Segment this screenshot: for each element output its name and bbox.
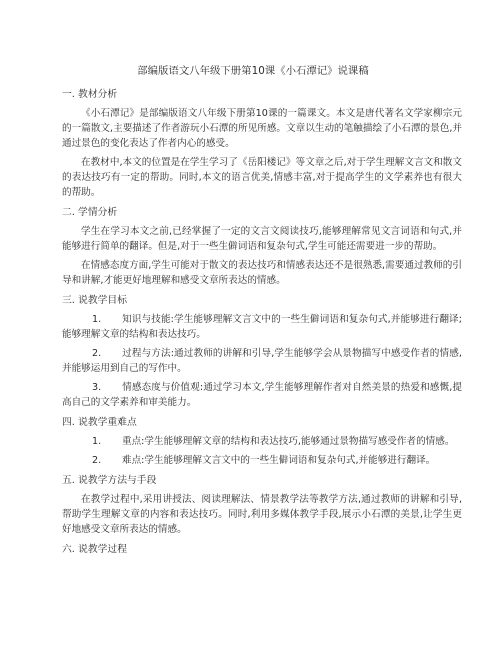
- paragraph: 在情感态度方面,学生可能对于散文的表达技巧和情感表达还不是很熟悉,需要通过教师的引导和讲解,才能更好地理解和感受文章所表达的情感。: [62, 260, 462, 286]
- paragraph: 在教材中,本文的位置是在学生学习了《岳阳楼记》等文章之后,对于学生理解文言文和散文的表达技巧有一定的帮助。同时,本文的语言优美,情感丰富,对于提高学生的文学素养也有很大的帮助。: [62, 157, 462, 198]
- paragraph: 《小石潭记》是部编版语文八年级下册第10课的一篇课文。本文是唐代著名文学家柳宗元的一篇散文,主要描述了作者游玩小石潭的所见所感。文章以生动的笔触描绘了小石潭的景色,并通过景色的变化表达了作者内心的感受。: [62, 108, 462, 149]
- item-number: 1.: [92, 436, 102, 447]
- section-heading: 三. 说教学目标: [62, 295, 128, 306]
- item-text: 过程与方法:通过教师的讲解和引导,学生能够学会从景物描写中感受作者的情感,并能够运用到自己的写作中。: [62, 348, 462, 374]
- item-text: 情感态度与价值观:通过学习本文,学生能够理解作者对自然美景的热爱和感慨,提高自己的文学素养和审美能力。: [62, 382, 462, 408]
- section-key-points: [62, 415, 462, 468]
- item-number: 2.: [92, 348, 102, 359]
- section-heading: 六. 说教学过程: [62, 544, 128, 555]
- paragraph: 学生在学习本文之前,已经掌握了一定的文言文阅读技巧,能够理解常见文言词语和句式,并能够进行简单的翻译。但是,对于一些生僻词语和复杂句式,学生可能还需要进一步的帮助。: [62, 226, 462, 252]
- list-item: [62, 434, 462, 449]
- section-heading: 四. 说教学重难点: [62, 417, 137, 428]
- section-heading: 一. 教材分析: [62, 89, 118, 100]
- item-text: 难点:学生能够理解文言文中的一些生僻词语和复杂句式,并能够进行翻译。: [122, 455, 436, 466]
- section-teaching-material: [62, 87, 462, 200]
- section-teaching-process: [62, 542, 462, 557]
- list-item: [62, 312, 462, 342]
- item-text: 重点:学生能够理解文章的结构和表达技巧,能够通过景物描写感受作者的情感。: [122, 436, 455, 447]
- section-student-analysis: [62, 205, 462, 288]
- item-number: 2.: [92, 455, 102, 466]
- section-teaching-methods: [62, 473, 462, 537]
- section-teaching-goals: [62, 293, 462, 410]
- item-number: 1.: [92, 314, 102, 325]
- document-title: 部编版语文八年级下册第10课《小石潭记》说课稿: [137, 65, 369, 77]
- list-item: [62, 346, 462, 376]
- item-text: 知识与技能:学生能够理解文言文中的一些生僻词语和复杂句式,并能够进行翻译;能够理解文章的结构和表达技巧。: [62, 314, 462, 340]
- paragraph: 在教学过程中,采用讲授法、阅读理解法、情景教学法等教学方法,通过教师的讲解和引导,帮助学生理解文章的内容和表达技巧。同时,利用多媒体教学手段,展示小石潭的美景,让学生更好地感受文章所表达的情感。: [62, 494, 462, 535]
- section-heading: 二. 学情分析: [62, 207, 118, 218]
- section-heading: 五. 说教学方法与手段: [62, 475, 157, 486]
- list-item: [62, 453, 462, 468]
- item-number: 3.: [92, 382, 102, 393]
- list-item: [62, 380, 462, 410]
